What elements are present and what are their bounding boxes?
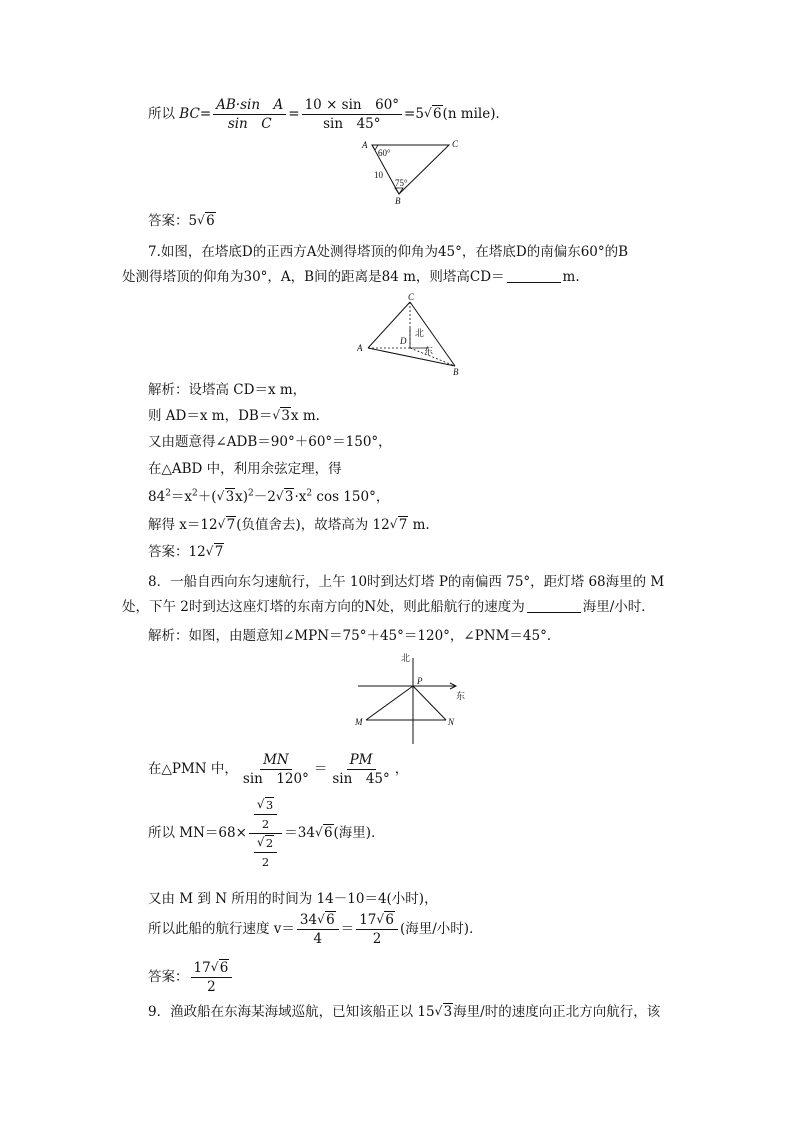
compound-fraction: √ 3 2 √ 2 2 (249, 797, 282, 870)
bc-var: BC (179, 106, 200, 122)
q8-line2: 处，下午 2时到达这座灯塔的东南方向的N处，则此船航行的速度为 海里/小时． (122, 599, 655, 615)
label-a: A (357, 343, 363, 353)
side-10: 10 (374, 170, 383, 180)
bc-formula-line: 所以 BC= $\frac{\text{AB·sin A}}{\text{sin C}}$ = $\frac{10 \times \sin 60^\circ}{\sin 45^\circ}$ =5 √ 6(n mile)． (148, 97, 509, 132)
q7-sol1: 解析：设塔高 CD＝x m， (148, 382, 307, 398)
label-b: B (453, 367, 459, 376)
bc-prefix: 所以 (148, 106, 175, 122)
label-n: N (448, 717, 455, 727)
q8-answer-blank (527, 599, 581, 613)
label-north: 北 (401, 653, 411, 663)
label-p: P (417, 676, 423, 686)
q7-answer: 答案：12 √ 7 (148, 544, 224, 560)
angle-75: 75° (395, 178, 408, 188)
compass-figure (352, 650, 474, 746)
label-east: 东 (456, 691, 466, 701)
q7-sol5: $84^2=x^2+$( √ 3x)$^2$－2 √ $3\cdot x^2$ cos 150°， (148, 488, 390, 505)
q7-sol3: 又由题意得∠ADB＝90°＋60°＝150°， (148, 434, 392, 450)
label-d: D (400, 336, 407, 346)
q7-line1: 7.如图，在塔底D的正西方A处测得塔顶的仰角为45°，在塔底D的南偏东60°的B (148, 244, 629, 260)
q8-sol3: 所以 MN＝68× √ 3 2 √ 2 2 ＝34 √ 6(海里)． (148, 797, 385, 869)
label-c: C (452, 139, 459, 149)
angle-60: 60° (378, 148, 391, 158)
q7-line2: 处测得塔顶的仰角为30°，A，B间的距离是84 m，则塔高CD＝ m. (122, 269, 580, 285)
q7-answer-blank (507, 269, 561, 283)
frac-ab-sin-a: $\frac{\text{AB·sin A}}{\text{sin C}}$ (213, 97, 286, 132)
q8-answer: 答案： 17 √ 6 2 (148, 960, 234, 995)
label-north: 北 (415, 328, 425, 338)
q8-sol2: 在△PMN 中， $\frac{MN}{\sin 120^\circ}$ ＝ $\frac{PM}{\sin 45^\circ}$ ， (148, 752, 409, 787)
frac-10-sin-60: $\frac{10 \times \sin 60^\circ}{\sin 45^\circ}$ (302, 97, 402, 132)
q8-sol4: 又由 M 到 N 所用的时间为 14－10＝4(小时)， (148, 891, 438, 907)
q9-line1: 9．渔政船在东海某海域巡航，已知该船正以 15 √ 3海里/时的速度向正北方向航行，该 (148, 1004, 661, 1020)
label-east: 东 (424, 346, 434, 356)
q7-sol4: 在△ABD 中，利用余弦定理，得 (148, 461, 342, 477)
q7-sol6: 解得 x＝12 √ 7(负值舍去)，故塔高为 12 √ 7 m. (148, 517, 430, 533)
q8-line1: 8．一船自西向东匀速航行，上午 10时到达灯塔 P的南偏西 75°，距灯塔 68海里的 M (148, 574, 665, 590)
tower-figure (354, 292, 466, 376)
label-a: A (362, 140, 368, 150)
q7-sol2: 则 AD＝x m，DB＝ √ 3x m. (148, 408, 320, 424)
q8-sol5: 所以此船的航行速度 v＝ 34 √ 6 4 ＝ 17 √ 6 2 (海里/小时)． (148, 912, 483, 947)
label-c: C (408, 292, 415, 302)
q8-sol1: 解析：如图，由题意知∠MPN＝75°＋45°＝120°，∠PNM＝45°． (148, 628, 561, 644)
prev-answer: 答案：5 √ 6 (148, 213, 215, 229)
label-m: M (355, 717, 363, 727)
triangle-abc-figure (355, 136, 470, 208)
sqrt-6: √ 6 (423, 106, 442, 122)
label-b: B (395, 196, 401, 206)
